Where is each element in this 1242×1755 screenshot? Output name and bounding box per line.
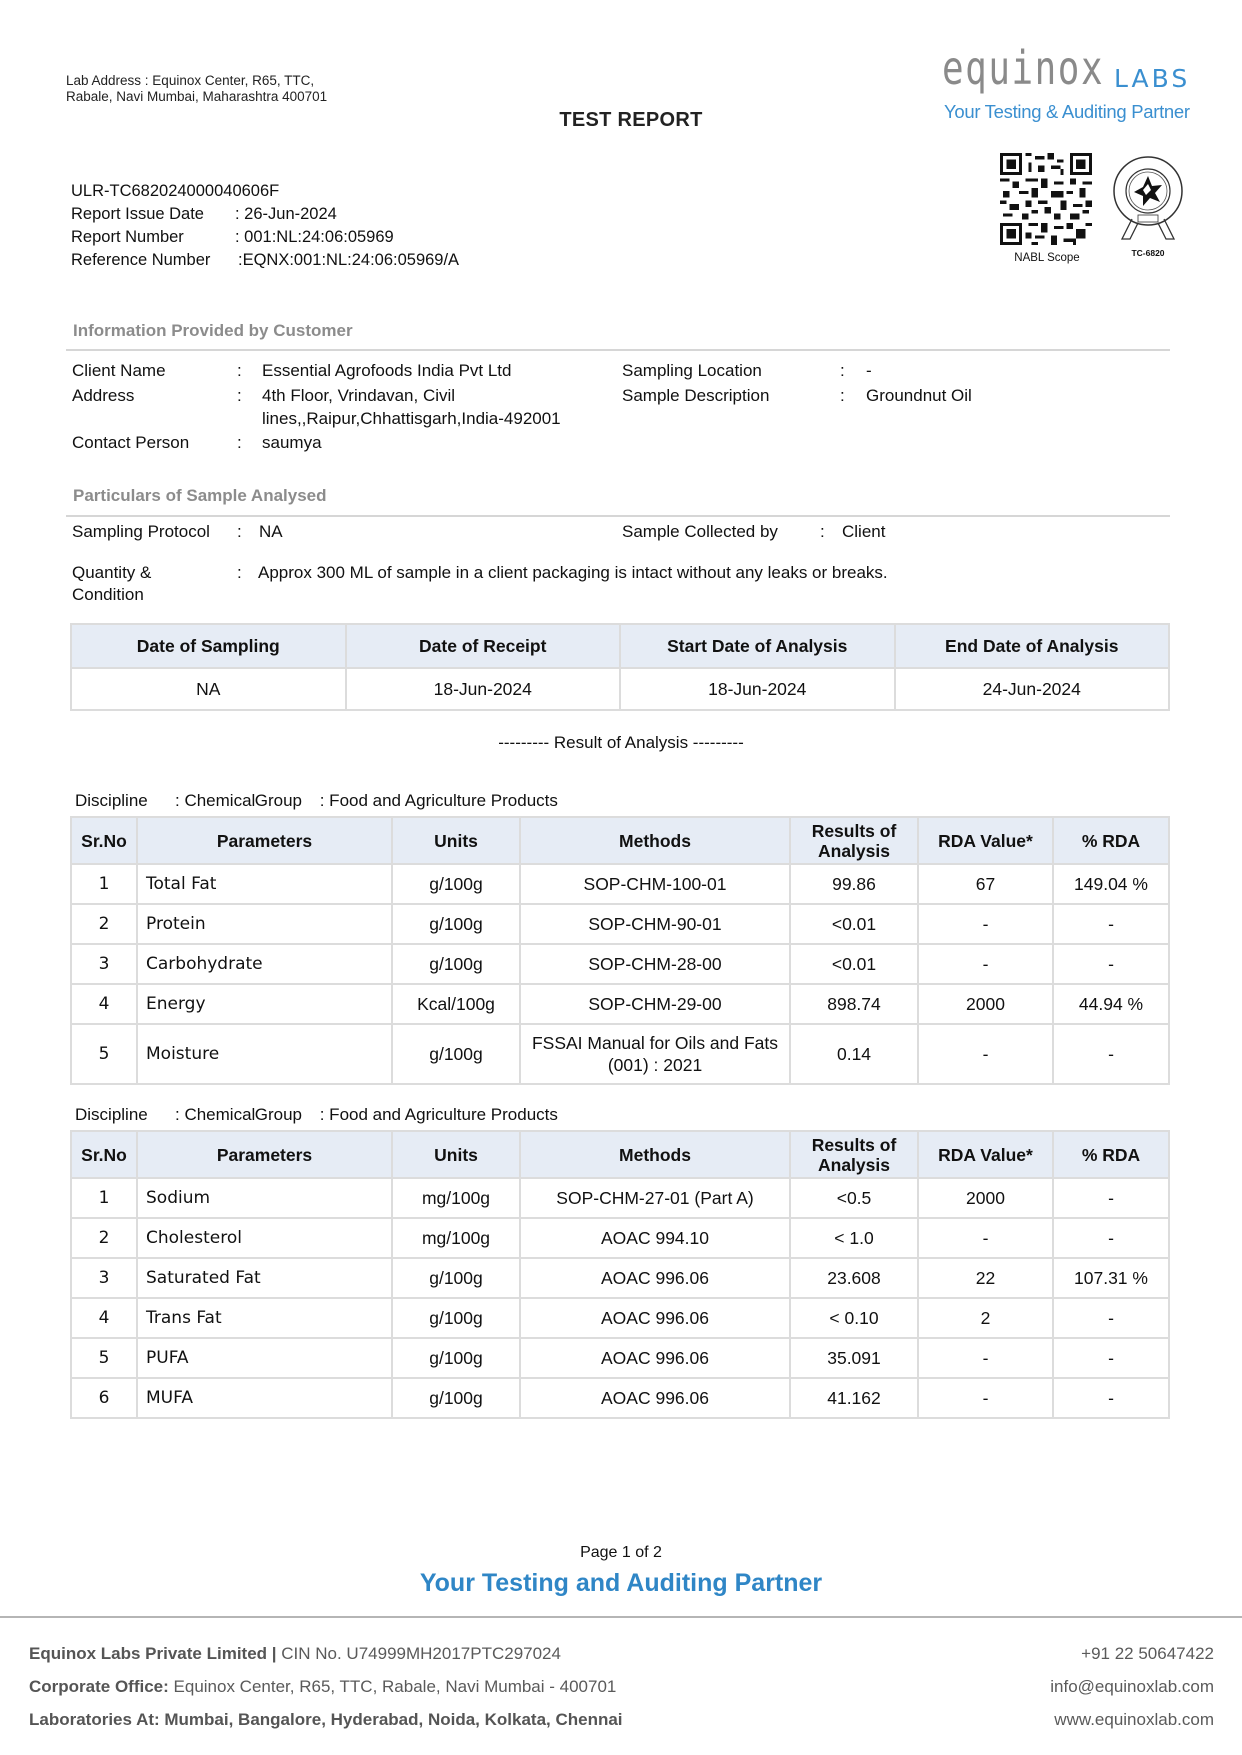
date-of-sampling-header: Date of Sampling — [71, 624, 346, 668]
colon: : — [237, 522, 242, 541]
col-results: Results of Analysis — [790, 1131, 918, 1178]
footer-contact — [1050, 1637, 1214, 1736]
cell-method: AOAC 996.06 — [520, 1298, 790, 1338]
discipline-line — [75, 1105, 558, 1125]
cell-parameter: Moisture — [137, 1024, 392, 1084]
cell-unit: g/100g — [392, 1378, 520, 1418]
end-date: 24-Jun-2024 — [895, 668, 1170, 710]
client-name-label: Client Name — [72, 361, 166, 380]
divider — [66, 349, 1170, 351]
meta-label: Report Issue Date — [71, 205, 204, 223]
quantity-label-line1: Quantity & — [72, 563, 152, 582]
table-row — [71, 1024, 1169, 1084]
cell-pct-rda: - — [1053, 944, 1169, 984]
cell-parameter: Carbohydrate — [137, 944, 392, 984]
col-srno: Sr.No — [71, 817, 137, 864]
end-date-header: End Date of Analysis — [895, 624, 1170, 668]
cell-rda: - — [918, 1024, 1053, 1084]
email-link[interactable]: info@equinoxlab.com — [1050, 1677, 1214, 1696]
table-row — [71, 944, 1169, 984]
customer-info — [0, 359, 1242, 459]
logo-labs: LABS — [1114, 64, 1191, 93]
cell-unit: mg/100g — [392, 1178, 520, 1218]
cell-rda: 2000 — [918, 1178, 1053, 1218]
meta-label: Reference Number — [71, 251, 211, 269]
discipline-label: Discipline — [75, 791, 148, 810]
colon: : — [237, 386, 242, 405]
cell-method: SOP-CHM-28-00 — [520, 944, 790, 984]
table-row — [71, 1258, 1169, 1298]
footer-company-line — [29, 1637, 623, 1670]
cell-method: AOAC 996.06 — [520, 1338, 790, 1378]
discipline-value: : Chemical — [175, 791, 256, 810]
cell-unit: Kcal/100g — [392, 984, 520, 1024]
results-table-2 — [70, 1130, 1170, 1419]
cell-parameter: Sodium — [137, 1178, 392, 1218]
contact-person-label: Contact Person — [72, 433, 190, 452]
client-name-value: Essential Agrofoods India Pvt Ltd — [262, 361, 512, 380]
qr-code-icon — [1000, 153, 1092, 245]
quantity-label-line2: Condition — [72, 585, 144, 604]
cell-unit: g/100g — [392, 1298, 520, 1338]
address-line1: 4th Floor, Vrindavan, Civil — [262, 386, 456, 405]
cell-method: AOAC 996.06 — [520, 1378, 790, 1418]
results-table-1 — [70, 816, 1170, 1085]
reference-number-row — [71, 249, 459, 272]
cell-result: 898.74 — [790, 984, 918, 1024]
sampling-protocol-value: NA — [259, 522, 283, 541]
group-value: : Food and Agriculture Products — [319, 791, 558, 810]
start-date-header: Start Date of Analysis — [620, 624, 895, 668]
cell-unit: g/100g — [392, 864, 520, 904]
quantity-condition-value: Approx 300 ML of sample in a client packaging is intact without any leaks or breaks. — [258, 563, 888, 582]
discipline-label: Discipline — [75, 1105, 148, 1124]
logo-tagline: Your Testing & Auditing Partner — [944, 101, 1190, 122]
colon: : — [840, 361, 845, 380]
table-row — [71, 1338, 1169, 1378]
col-results: Results of Analysis — [790, 817, 918, 864]
col-methods: Methods — [520, 817, 790, 864]
cell-method: FSSAI Manual for Oils and Fats (001) : 2021 — [520, 1024, 790, 1084]
results-header-row — [71, 1131, 1169, 1178]
cell-result: <0.01 — [790, 944, 918, 984]
cell-method: SOP-CHM-29-00 — [520, 984, 790, 1024]
colon: : — [237, 433, 242, 452]
sampling-location-value: - — [866, 361, 872, 380]
discipline-value: : Chemical — [175, 1105, 256, 1124]
cell-srno: 5 — [71, 1024, 137, 1084]
cell-srno: 4 — [71, 1298, 137, 1338]
tc-number-label: TC-6820 — [1131, 248, 1165, 258]
page-number: Page 1 of 2 — [580, 1544, 662, 1561]
table-row — [71, 1178, 1169, 1218]
report-number-row — [71, 226, 459, 249]
cell-rda: 2 — [918, 1298, 1053, 1338]
col-pct-rda: % RDA — [1053, 1131, 1169, 1178]
cell-pct-rda: 44.94 % — [1053, 984, 1169, 1024]
sample-description-label: Sample Description — [622, 386, 770, 405]
equinox-logo — [942, 41, 1212, 129]
cell-result: <0.5 — [790, 1178, 918, 1218]
cell-srno: 1 — [71, 1178, 137, 1218]
cell-rda: - — [918, 1218, 1053, 1258]
cell-method: AOAC 996.06 — [520, 1258, 790, 1298]
divider — [66, 515, 1170, 517]
colon: : — [820, 522, 825, 541]
cell-parameter: Total Fat — [137, 864, 392, 904]
sample-collected-by-value: Client — [842, 522, 886, 541]
corporate-office-label: Corporate Office: — [29, 1677, 169, 1696]
cell-parameter: Saturated Fat — [137, 1258, 392, 1298]
sampling-protocol-label: Sampling Protocol — [72, 522, 210, 541]
meta-value: : 26-Jun-2024 — [235, 205, 337, 223]
group-value: : Food and Agriculture Products — [319, 1105, 558, 1124]
address-line2: lines,,Raipur,Chhattisgarh,India-492001 — [262, 409, 561, 428]
cell-result: 41.162 — [790, 1378, 918, 1418]
footer-company-info — [29, 1637, 623, 1736]
cell-pct-rda: - — [1053, 1024, 1169, 1084]
table-row — [71, 1218, 1169, 1258]
col-srno: Sr.No — [71, 1131, 137, 1178]
laboratories-list: Laboratories At: Mumbai, Bangalore, Hyderabad, Noida, Kolkata, Chennai — [29, 1710, 623, 1729]
colon: : — [237, 563, 242, 582]
nabl-seal-icon — [1110, 155, 1186, 247]
cell-srno: 5 — [71, 1338, 137, 1378]
cell-srno: 3 — [71, 944, 137, 984]
company-name: Equinox Labs Private Limited | — [29, 1644, 277, 1663]
col-parameters: Parameters — [137, 1131, 392, 1178]
report-meta — [71, 180, 459, 272]
colon: : — [237, 361, 242, 380]
discipline-line — [75, 791, 558, 811]
group-label: Group — [254, 1105, 302, 1124]
nabl-scope-label: NABL Scope — [1014, 252, 1080, 264]
col-rda-value: RDA Value* — [918, 1131, 1053, 1178]
cell-parameter: Protein — [137, 904, 392, 944]
col-units: Units — [392, 1131, 520, 1178]
start-date: 18-Jun-2024 — [620, 668, 895, 710]
cell-pct-rda: - — [1053, 1338, 1169, 1378]
sample-particulars-heading: Particulars of Sample Analysed — [73, 486, 327, 505]
sampling-location-label: Sampling Location — [622, 361, 762, 380]
cell-method: SOP-CHM-90-01 — [520, 904, 790, 944]
cell-result: < 1.0 — [790, 1218, 918, 1258]
result-of-analysis-title: --------- Result of Analysis --------- — [498, 733, 744, 752]
cell-srno: 6 — [71, 1378, 137, 1418]
cell-parameter: Energy — [137, 984, 392, 1024]
dates-value-row — [71, 668, 1169, 710]
table-row — [71, 984, 1169, 1024]
cell-parameter: Trans Fat — [137, 1298, 392, 1338]
cell-srno: 4 — [71, 984, 137, 1024]
cell-rda: - — [918, 944, 1053, 984]
cell-srno: 1 — [71, 864, 137, 904]
cell-unit: g/100g — [392, 904, 520, 944]
cell-pct-rda: - — [1053, 1378, 1169, 1418]
cell-rda: 2000 — [918, 984, 1053, 1024]
table-row — [71, 1378, 1169, 1418]
cell-unit: g/100g — [392, 1024, 520, 1084]
cell-parameter: PUFA — [137, 1338, 392, 1378]
ulr-number: ULR-TC682024000040606F — [71, 182, 280, 200]
cell-pct-rda: 149.04 % — [1053, 864, 1169, 904]
footer-labs-line — [29, 1703, 623, 1736]
col-parameters: Parameters — [137, 817, 392, 864]
footer-tagline: Your Testing and Auditing Partner — [419, 1569, 823, 1597]
cell-rda: - — [918, 1338, 1053, 1378]
date-of-receipt: 18-Jun-2024 — [346, 668, 621, 710]
cell-parameter: Cholesterol — [137, 1218, 392, 1258]
cell-srno: 2 — [71, 1218, 137, 1258]
cell-srno: 2 — [71, 904, 137, 944]
sample-particulars — [0, 520, 1242, 610]
cell-srno: 3 — [71, 1258, 137, 1298]
meta-value: : 001:NL:24:06:05969 — [235, 228, 394, 246]
sample-collected-by-label: Sample Collected by — [622, 522, 778, 541]
cell-parameter: MUFA — [137, 1378, 392, 1418]
cell-unit: g/100g — [392, 1258, 520, 1298]
corporate-office-address: Equinox Center, R65, TTC, Rabale, Navi Mumbai - 400701 — [168, 1677, 617, 1696]
table-row — [71, 864, 1169, 904]
cell-pct-rda: - — [1053, 904, 1169, 944]
footer-divider — [0, 1616, 1242, 1618]
cell-result: <0.01 — [790, 904, 918, 944]
col-pct-rda: % RDA — [1053, 817, 1169, 864]
col-rda-value: RDA Value* — [918, 817, 1053, 864]
date-of-sampling: NA — [71, 668, 346, 710]
lab-address — [66, 73, 327, 105]
cell-unit: g/100g — [392, 944, 520, 984]
address-label: Address — [72, 386, 135, 405]
cell-method: AOAC 994.10 — [520, 1218, 790, 1258]
cell-result: < 0.10 — [790, 1298, 918, 1338]
customer-info-heading: Information Provided by Customer — [73, 321, 353, 340]
cell-pct-rda: - — [1053, 1218, 1169, 1258]
col-methods: Methods — [520, 1131, 790, 1178]
meta-value: :EQNX:001:NL:24:06:05969/A — [238, 251, 460, 269]
table-row — [71, 1298, 1169, 1338]
cell-unit: g/100g — [392, 1338, 520, 1378]
dates-table — [70, 623, 1170, 711]
dates-header-row — [71, 624, 1169, 668]
meta-label: Report Number — [71, 228, 184, 246]
cell-pct-rda: - — [1053, 1178, 1169, 1218]
cell-rda: 22 — [918, 1258, 1053, 1298]
contact-person-value: saumya — [262, 433, 322, 452]
results-header-row — [71, 817, 1169, 864]
website-link[interactable]: www.equinoxlab.com — [1054, 1710, 1214, 1729]
cell-pct-rda: - — [1053, 1298, 1169, 1338]
cell-rda: - — [918, 904, 1053, 944]
report-title: TEST REPORT — [559, 109, 703, 131]
cell-unit: mg/100g — [392, 1218, 520, 1258]
report-issue-date-row — [71, 203, 459, 226]
cell-rda: 67 — [918, 864, 1053, 904]
group-label: Group — [254, 791, 302, 810]
col-units: Units — [392, 817, 520, 864]
colon: : — [840, 386, 845, 405]
cell-pct-rda: 107.31 % — [1053, 1258, 1169, 1298]
date-of-receipt-header: Date of Receipt — [346, 624, 621, 668]
cin-number: CIN No. U74999MH2017PTC297024 — [276, 1644, 561, 1663]
sample-description-value: Groundnut Oil — [866, 386, 972, 405]
cell-method: SOP-CHM-100-01 — [520, 864, 790, 904]
table-row — [71, 904, 1169, 944]
cell-result: 99.86 — [790, 864, 918, 904]
phone-number: +91 22 50647422 — [1081, 1644, 1214, 1663]
logo-wordmark: equinox — [942, 41, 1105, 95]
cell-result: 0.14 — [790, 1024, 918, 1084]
lab-address-line2: Rabale, Navi Mumbai, Maharashtra 400701 — [66, 89, 328, 104]
cell-rda: - — [918, 1378, 1053, 1418]
cell-result: 23.608 — [790, 1258, 918, 1298]
footer-corporate-line — [29, 1670, 623, 1703]
cell-method: SOP-CHM-27-01 (Part A) — [520, 1178, 790, 1218]
lab-address-line1: Lab Address : Equinox Center, R65, TTC, — [66, 73, 315, 88]
cell-result: 35.091 — [790, 1338, 918, 1378]
